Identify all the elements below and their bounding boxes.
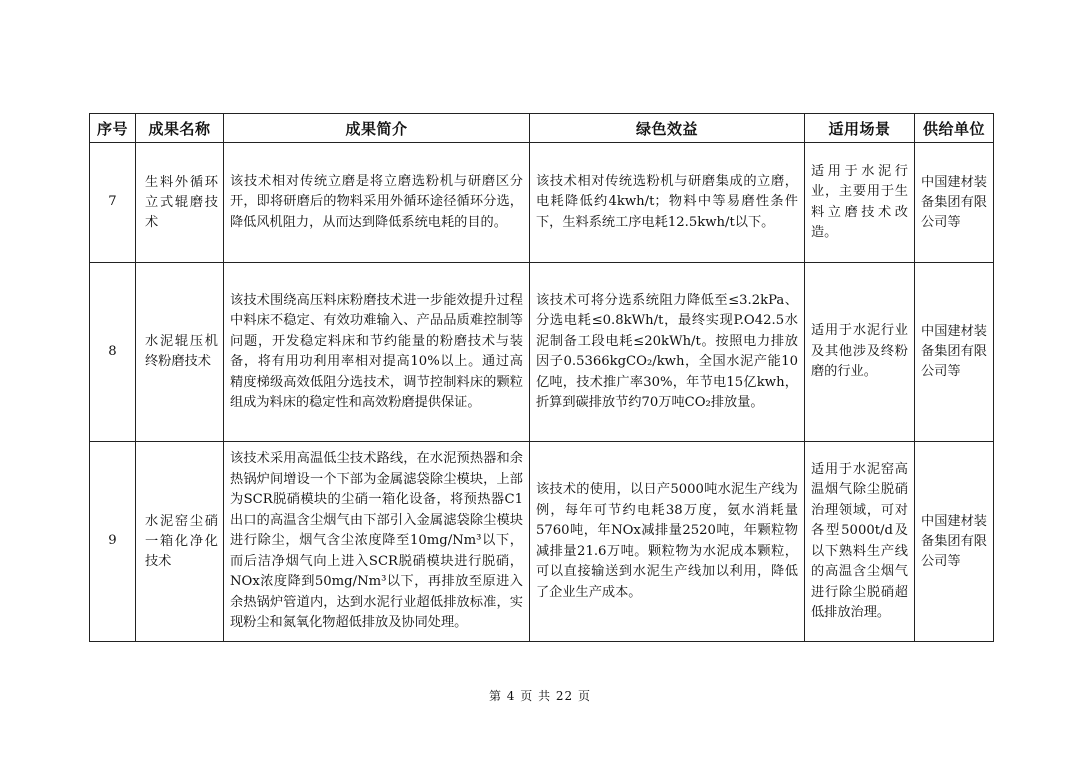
header-supplier: 供给单位	[915, 114, 994, 143]
header-green-benefit: 绿色效益	[530, 114, 805, 143]
row-name: 生料外循环立式辊磨技术	[136, 143, 224, 263]
page-footer	[0, 687, 1080, 704]
row-number: 7	[90, 143, 136, 263]
row-scenario: 适用于水泥行业及其他涉及终粉磨的行业。	[805, 263, 915, 442]
header-achievement-intro: 成果简介	[224, 114, 530, 143]
row-number: 9	[90, 442, 136, 642]
row-intro: 该技术围绕高压料床粉磨技术进一步能效提升过程中料床不稳定、有效功难输入、产品品质难控制等问题，开发稳定料床和节约能量的粉磨技术与装备，将有用功利用率相对提高10%以上。通过高精度梯级高效低阻分选技术，调节控制料床的颗粒组成为料床的稳定性和高效粉磨提供保证。	[224, 263, 530, 442]
table-row	[90, 263, 994, 442]
footer-prefix: 第	[488, 689, 502, 703]
footer-suffix: 页	[578, 689, 592, 703]
header-serial-number: 序号	[90, 114, 136, 143]
row-scenario: 适用于水泥行业，主要用于生料立磨技术改造。	[805, 143, 915, 263]
row-benefit: 该技术相对传统选粉机与研磨集成的立磨，电耗降低约4kwh/t；物料中等易磨性条件下，生料系统工序电耗12.5kwh/t以下。	[530, 143, 805, 263]
footer-total-pages: 22	[555, 689, 574, 703]
row-intro: 该技术采用高温低尘技术路线，在水泥预热器和余热锅炉间增设一个下部为金属滤袋除尘模块，上部为SCR脱硝模块的尘硝一箱化设备，将预热器C1出口的高温含尘烟气由下部引入金属滤袋除尘模块进行除尘，烟气含尘浓度降至10mg/Nm³以下，而后洁净烟气向上进入SCR脱硝模块进行脱硝，NOx浓度降到50mg/Nm³以下，再排放至原进入余热锅炉管道内，达到水泥行业超低排放标准，实现粉尘和氮氧化物超低排放及协同处理。	[224, 442, 530, 642]
header-application-scenario: 适用场景	[805, 114, 915, 143]
row-scenario: 适用于水泥窑高温烟气除尘脱硝治理领域，可对各型5000t/d及以下熟料生产线的高温含尘烟气进行除尘脱硝超低排放治理。	[805, 442, 915, 642]
row-name: 水泥辊压机终粉磨技术	[136, 263, 224, 442]
table-header-row	[90, 114, 994, 143]
row-number: 8	[90, 263, 136, 442]
row-supplier: 中国建材装备集团有限公司等	[915, 442, 994, 642]
row-benefit: 该技术可将分选系统阻力降低至≤3.2kPa、分选电耗≤0.8kWh/t，最终实现P.O42.5水泥制备工段电耗≤20kWh/t。按照电力排放因子0.5366kgCO₂/kwh，全国水泥产能10亿吨，技术推广率30%，年节电15亿kwh，折算到碳排放节约70万吨CO₂排放量。	[530, 263, 805, 442]
achievements-table	[89, 113, 994, 642]
row-name: 水泥窑尘硝一箱化净化技术	[136, 442, 224, 642]
footer-current-page: 4	[506, 689, 516, 703]
row-intro: 该技术相对传统立磨是将立磨选粉机与研磨区分开，即将研磨后的物料采用外循环途径循环分选，降低风机阻力，从而达到降低系统电耗的目的。	[224, 143, 530, 263]
row-supplier: 中国建材装备集团有限公司等	[915, 143, 994, 263]
row-supplier: 中国建材装备集团有限公司等	[915, 263, 994, 442]
table-row	[90, 442, 994, 642]
table-row	[90, 143, 994, 263]
footer-middle: 页 共	[520, 689, 552, 703]
row-benefit: 该技术的使用，以日产5000吨水泥生产线为例，每年可节约电耗38万度，氨水消耗量5760吨，年NOx减排量2520吨，年颗粒物减排量21.6万吨。颗粒物为水泥成本颗粒，可以直接输送到水泥生产线加以利用，降低了企业生产成本。	[530, 442, 805, 642]
header-achievement-name: 成果名称	[136, 114, 224, 143]
